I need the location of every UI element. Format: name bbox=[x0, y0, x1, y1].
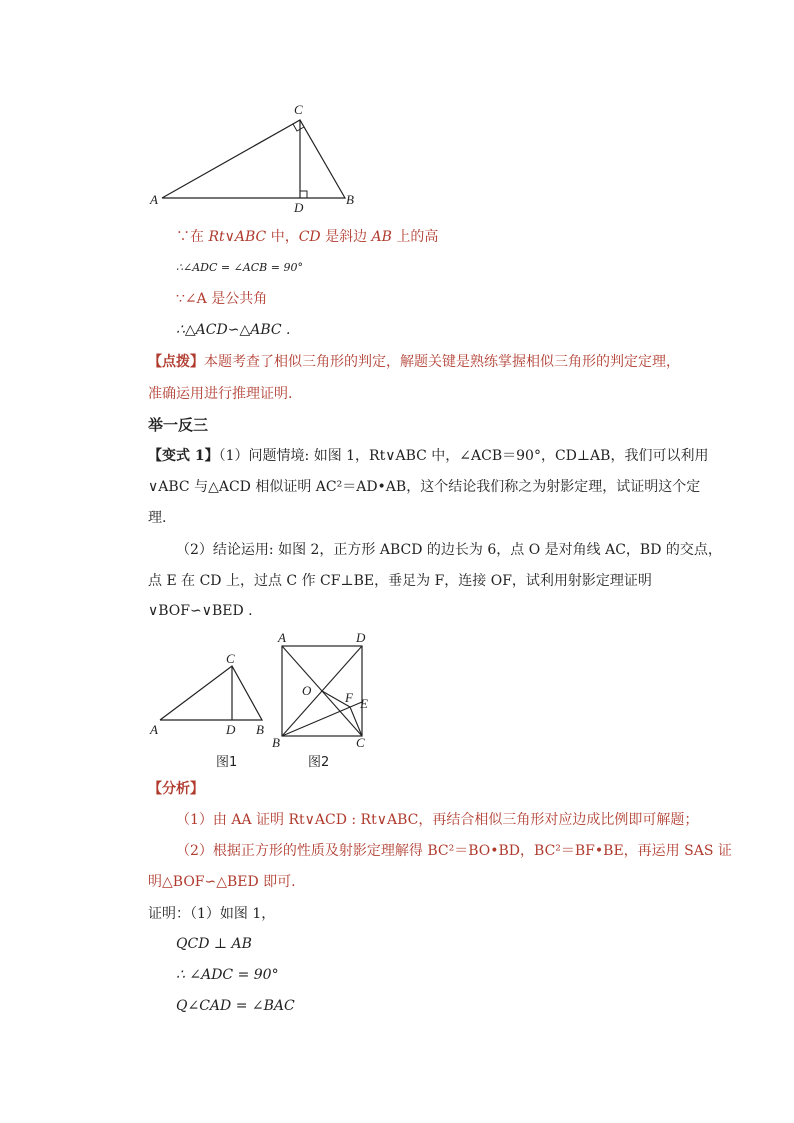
fig2-line-cf bbox=[350, 707, 362, 736]
proof-line-3: ∴ ∠ADC = 90° bbox=[176, 967, 279, 983]
fig2-label-d: D bbox=[356, 630, 366, 645]
label-d: D bbox=[294, 200, 304, 215]
proof-line-1: 证明：（1）如图 1， bbox=[148, 906, 276, 922]
label-c: C bbox=[294, 102, 303, 117]
tip-line-1: 【点拨】本题考查了相似三角形的判定，解题关键是熟练掌握相似三角形的判定定理， bbox=[148, 354, 680, 370]
variant-line-1: 【变式 1】（1）问题情境: 如图 1，Rt∨ABC 中，∠ACB＝90°，CD⊥AB，我们可以利用 bbox=[148, 448, 709, 464]
figure-2-caption: 图2 bbox=[308, 755, 330, 770]
fig2-label-f: F bbox=[345, 690, 353, 705]
variant-line-5: 点 E 在 CD 上，过点 C 作 CF⊥BE，垂足为 F，连接 OF，试利用射影定理证明 bbox=[148, 573, 652, 589]
fig1-label-a: A bbox=[150, 722, 158, 737]
solution-line-4: ∴△ACD∽△ABC . bbox=[176, 322, 291, 338]
variant-line-6: ∨BOF∽∨BED . bbox=[148, 603, 253, 619]
fig2-label-o: O bbox=[302, 683, 312, 698]
analysis-line-1: （1）由 AA 证明 Rt∨ACD : Rt∨ABC，再结合相似三角形对应边成比例即可解题； bbox=[176, 812, 699, 828]
fig2-label-b: B bbox=[272, 735, 280, 750]
fig1-label-b: B bbox=[256, 722, 264, 737]
triangle-outline bbox=[162, 120, 345, 198]
fig2-label-c: C bbox=[356, 735, 365, 750]
label-b: B bbox=[346, 192, 354, 207]
solution-line-3: ∵∠A 是公共角 bbox=[176, 291, 268, 307]
fig1-label-c: C bbox=[226, 651, 235, 666]
right-angle-mark-d bbox=[300, 191, 307, 198]
figure-1 bbox=[150, 650, 280, 740]
triangle-figure-top bbox=[150, 100, 370, 215]
variant-line-3: 理. bbox=[148, 510, 167, 526]
figure-2 bbox=[270, 630, 390, 755]
analysis-line-3: 明△BOF∽△BED 即可. bbox=[148, 874, 296, 890]
proof-line-4: Q∠CAD = ∠BAC bbox=[176, 998, 295, 1014]
fig1-label-d: D bbox=[226, 722, 236, 737]
variant-line-2: ∨ABC 与△ACD 相似证明 AC²＝AD•AB，这个结论我们称之为射影定理，试证明这个定 bbox=[148, 479, 701, 495]
analysis-line-2: （2）根据正方形的性质及射影定理解得 BC²＝BO•BD，BC²＝BF•BE，再运用 SAS 证 bbox=[176, 843, 732, 859]
label-a: A bbox=[150, 192, 158, 207]
fig2-label-a: A bbox=[278, 630, 286, 645]
figure-1-caption: 图1 bbox=[216, 755, 238, 770]
fig1-triangle bbox=[160, 666, 262, 720]
solution-line-1: ∵在 Rt∨ABC 中，CD 是斜边 AB 上的高 bbox=[176, 229, 439, 245]
variant-line-4: （2）结论运用: 如图 2，正方形 ABCD 的边长为 6，点 O 是对角线 AC，BD 的交点， bbox=[176, 542, 722, 558]
tip-line-2: 准确运用进行推理证明. bbox=[148, 386, 293, 402]
analysis-label: 【分析】 bbox=[148, 781, 204, 797]
section-heading: 举一反三 bbox=[148, 416, 209, 434]
fig2-label-e: E bbox=[360, 696, 368, 711]
solution-line-2: ∴∠ADC = ∠ACB = 90° bbox=[176, 261, 303, 274]
proof-line-2: QCD ⊥ AB bbox=[176, 936, 252, 952]
